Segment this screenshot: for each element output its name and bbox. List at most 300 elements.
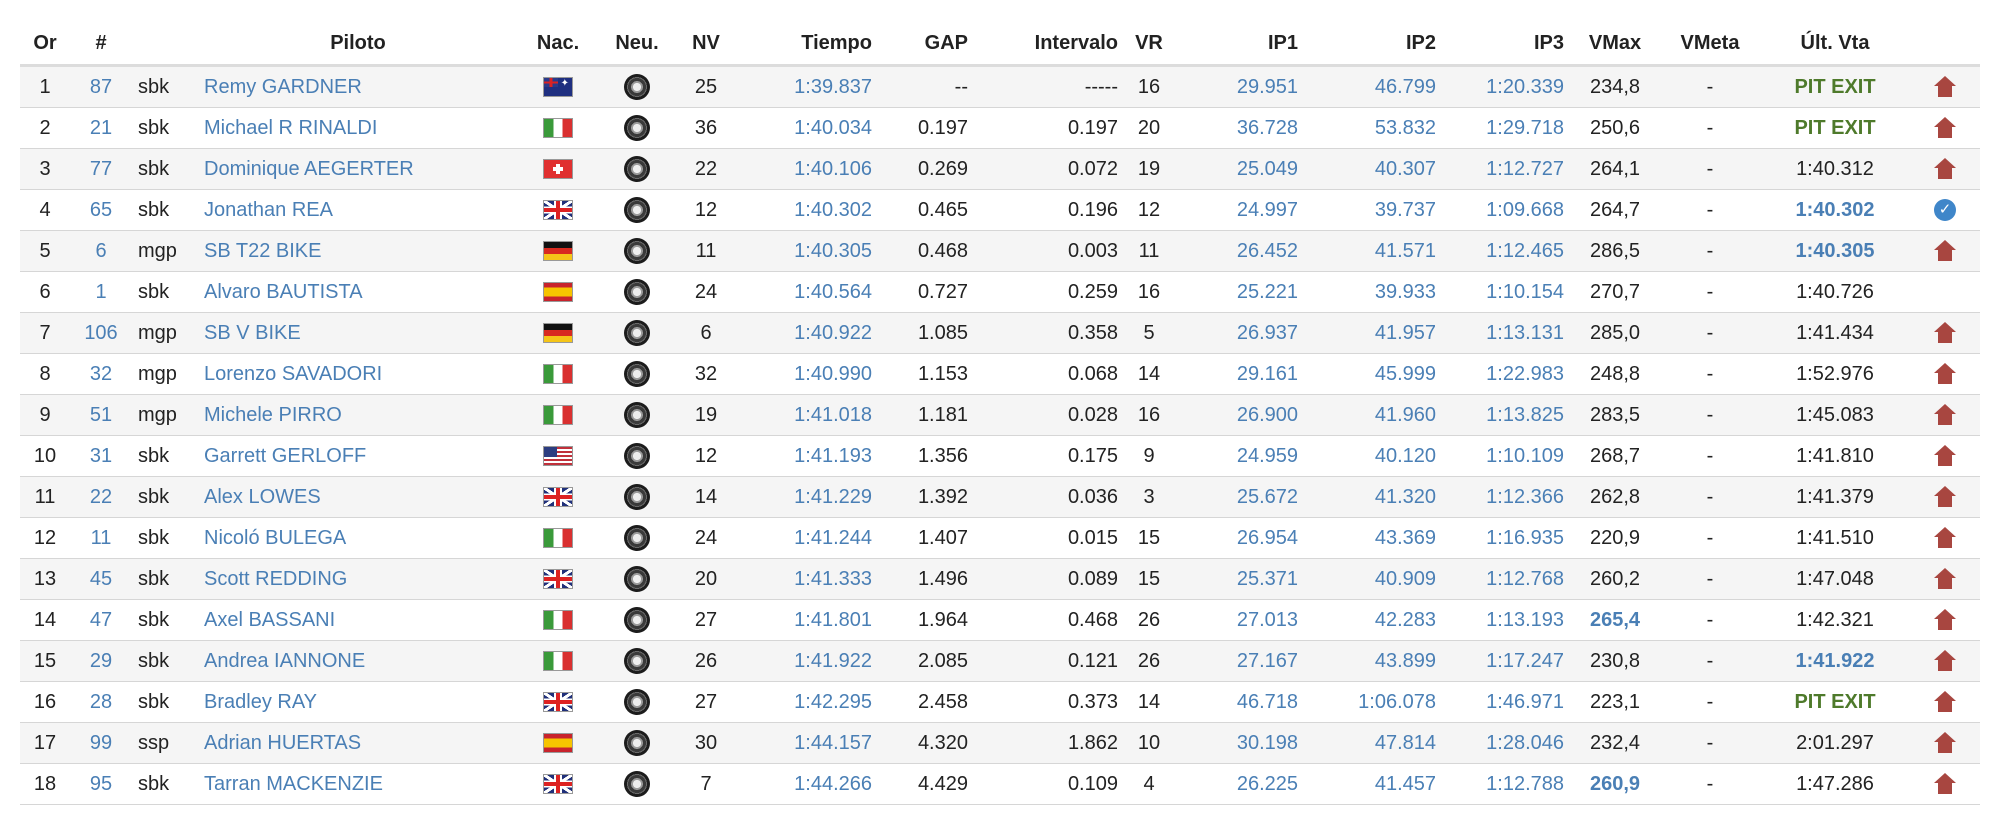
best-lap-number-cell: 26 <box>1124 641 1174 682</box>
rider-name-link[interactable]: Michael R RINALDI <box>198 108 518 149</box>
tyre-cell <box>598 66 676 108</box>
table-row[interactable] <box>20 723 1980 764</box>
split-ip1-link[interactable]: 25.371 <box>1174 559 1304 600</box>
tyre-icon <box>624 730 650 756</box>
rider-name-link[interactable]: Andrea IANNONE <box>198 641 518 682</box>
table-row[interactable] <box>20 66 1980 108</box>
header-ip1[interactable]: IP1 <box>1174 22 1304 66</box>
rider-number-link[interactable]: 51 <box>70 395 132 436</box>
best-lap-number-cell: 12 <box>1124 190 1174 231</box>
rider-number-link[interactable]: 6 <box>70 231 132 272</box>
split-ip3-link[interactable]: 1:20.339 <box>1442 66 1570 108</box>
position-cell: 1 <box>20 66 70 108</box>
header-ult-vta[interactable]: Últ. Vta <box>1760 22 1910 66</box>
vmeta-cell: - <box>1660 436 1760 477</box>
split-ip2-link[interactable]: 53.832 <box>1304 108 1442 149</box>
header-piloto[interactable]: Piloto <box>198 22 518 66</box>
header-number[interactable]: # <box>70 22 132 66</box>
table-row[interactable] <box>20 313 1980 354</box>
best-lap-number-cell: 5 <box>1124 313 1174 354</box>
class-cell: sbk <box>132 190 198 231</box>
rider-number-link[interactable]: 31 <box>70 436 132 477</box>
class-cell: mgp <box>132 354 198 395</box>
flag-it-icon <box>543 528 573 548</box>
gap-cell: 1.392 <box>878 477 974 518</box>
split-ip3-link[interactable]: 1:28.046 <box>1442 723 1570 764</box>
split-ip1-link[interactable]: 29.161 <box>1174 354 1304 395</box>
best-lap-number-cell: 16 <box>1124 272 1174 313</box>
laps-cell: 30 <box>676 723 736 764</box>
rider-number-link[interactable]: 1 <box>70 272 132 313</box>
vmax-cell: 285,0 <box>1570 313 1660 354</box>
split-ip2-link[interactable]: 41.320 <box>1304 477 1442 518</box>
tyre-icon <box>624 484 650 510</box>
tyre-cell <box>598 313 676 354</box>
tyre-icon <box>624 197 650 223</box>
split-ip3-link[interactable]: 1:09.668 <box>1442 190 1570 231</box>
best-time-link[interactable]: 1:41.244 <box>736 518 878 559</box>
tyre-icon <box>624 648 650 674</box>
table-row[interactable] <box>20 149 1980 190</box>
flag-it-icon <box>543 405 573 425</box>
interval-cell: 0.196 <box>974 190 1124 231</box>
rider-number-link[interactable]: 32 <box>70 354 132 395</box>
interval-cell: 1.862 <box>974 723 1124 764</box>
laps-cell: 12 <box>676 436 736 477</box>
nationality-cell <box>518 477 598 518</box>
class-cell: sbk <box>132 272 198 313</box>
tyre-cell <box>598 641 676 682</box>
class-cell: sbk <box>132 66 198 108</box>
split-ip2-link[interactable]: 41.960 <box>1304 395 1442 436</box>
vmeta-cell: - <box>1660 477 1760 518</box>
rider-number-link[interactable]: 99 <box>70 723 132 764</box>
split-ip1-link[interactable]: 36.728 <box>1174 108 1304 149</box>
split-ip2-link[interactable]: 40.307 <box>1304 149 1442 190</box>
class-cell: mgp <box>132 231 198 272</box>
rider-name-link[interactable]: Nicoló BULEGA <box>198 518 518 559</box>
gap-cell: 4.429 <box>878 764 974 805</box>
vmeta-cell: - <box>1660 272 1760 313</box>
split-ip2-link[interactable]: 1:06.078 <box>1304 682 1442 723</box>
interval-cell: 0.468 <box>974 600 1124 641</box>
rider-number-link[interactable]: 45 <box>70 559 132 600</box>
laps-cell: 25 <box>676 66 736 108</box>
gap-cell: 1.407 <box>878 518 974 559</box>
status-icon-cell <box>1910 723 1980 764</box>
nationality-cell <box>518 66 598 108</box>
best-time-link[interactable]: 1:40.564 <box>736 272 878 313</box>
status-icon-cell <box>1910 764 1980 805</box>
split-ip1-link[interactable]: 25.672 <box>1174 477 1304 518</box>
rider-number-link[interactable]: 87 <box>70 66 132 108</box>
split-ip3-link[interactable]: 1:10.154 <box>1442 272 1570 313</box>
house-icon[interactable] <box>1934 486 1956 508</box>
tyre-icon <box>624 566 650 592</box>
split-ip1-link[interactable]: 26.452 <box>1174 231 1304 272</box>
best-lap-number-cell: 3 <box>1124 477 1174 518</box>
split-ip1-link[interactable]: 26.225 <box>1174 764 1304 805</box>
tyre-cell <box>598 518 676 559</box>
position-cell: 17 <box>20 723 70 764</box>
status-icon-cell <box>1910 518 1980 559</box>
interval-cell: 0.028 <box>974 395 1124 436</box>
split-ip3-link[interactable]: 1:29.718 <box>1442 108 1570 149</box>
position-cell: 15 <box>20 641 70 682</box>
position-cell: 16 <box>20 682 70 723</box>
house-icon[interactable] <box>1934 76 1956 98</box>
gap-cell: 1.153 <box>878 354 974 395</box>
house-icon[interactable] <box>1934 445 1956 467</box>
position-cell: 8 <box>20 354 70 395</box>
class-cell: sbk <box>132 641 198 682</box>
rider-name-link[interactable]: Scott REDDING <box>198 559 518 600</box>
position-cell: 3 <box>20 149 70 190</box>
best-time-link[interactable]: 1:40.922 <box>736 313 878 354</box>
class-cell: sbk <box>132 518 198 559</box>
header-gap[interactable]: GAP <box>878 22 974 66</box>
rider-name-link[interactable]: Tarran MACKENZIE <box>198 764 518 805</box>
header-ip3[interactable]: IP3 <box>1442 22 1570 66</box>
tyre-cell <box>598 395 676 436</box>
table-row[interactable] <box>20 190 1980 231</box>
rider-number-link[interactable]: 28 <box>70 682 132 723</box>
table-row[interactable] <box>20 231 1980 272</box>
header-tiempo[interactable]: Tiempo <box>736 22 878 66</box>
laps-cell: 12 <box>676 190 736 231</box>
last-lap-cell: PIT EXIT <box>1760 108 1910 149</box>
rider-number-link[interactable]: 106 <box>70 313 132 354</box>
split-ip2-link[interactable]: 42.283 <box>1304 600 1442 641</box>
split-ip2-link[interactable]: 39.737 <box>1304 190 1442 231</box>
table-row[interactable] <box>20 395 1980 436</box>
split-ip1-link[interactable]: 26.954 <box>1174 518 1304 559</box>
class-cell: sbk <box>132 682 198 723</box>
tyre-cell <box>598 190 676 231</box>
rider-name-link[interactable]: Lorenzo SAVADORI <box>198 354 518 395</box>
best-lap-number-cell: 11 <box>1124 231 1174 272</box>
table-row[interactable] <box>20 436 1980 477</box>
table-row[interactable] <box>20 764 1980 805</box>
header-vmeta[interactable]: VMeta <box>1660 22 1760 66</box>
split-ip3-link[interactable]: 1:22.983 <box>1442 354 1570 395</box>
split-ip2-link[interactable]: 40.120 <box>1304 436 1442 477</box>
split-ip2-link[interactable]: 39.933 <box>1304 272 1442 313</box>
split-ip3-link[interactable]: 1:10.109 <box>1442 436 1570 477</box>
flag-es-icon <box>543 282 573 302</box>
flag-es-icon <box>543 733 573 753</box>
house-icon[interactable] <box>1934 568 1956 590</box>
tyre-icon <box>624 402 650 428</box>
vmeta-cell: - <box>1660 190 1760 231</box>
split-ip1-link[interactable]: 26.900 <box>1174 395 1304 436</box>
split-ip3-link[interactable]: 1:12.768 <box>1442 559 1570 600</box>
tyre-icon <box>624 320 650 346</box>
status-icon-cell <box>1910 559 1980 600</box>
position-cell: 9 <box>20 395 70 436</box>
flag-it-icon <box>543 651 573 671</box>
interval-cell: 0.068 <box>974 354 1124 395</box>
split-ip3-link[interactable]: 1:16.935 <box>1442 518 1570 559</box>
gap-cell: 2.085 <box>878 641 974 682</box>
vmeta-cell: - <box>1660 723 1760 764</box>
best-time-link[interactable]: 1:42.295 <box>736 682 878 723</box>
rider-number-link[interactable]: 11 <box>70 518 132 559</box>
status-icon-cell <box>1910 108 1980 149</box>
house-icon[interactable] <box>1934 773 1956 795</box>
interval-cell: ----- <box>974 66 1124 108</box>
vmeta-cell: - <box>1660 231 1760 272</box>
nationality-cell <box>518 723 598 764</box>
rider-name-link[interactable]: Bradley RAY <box>198 682 518 723</box>
split-ip2-link[interactable]: 40.909 <box>1304 559 1442 600</box>
house-icon[interactable] <box>1934 527 1956 549</box>
table-row[interactable] <box>20 559 1980 600</box>
rider-number-link[interactable]: 47 <box>70 600 132 641</box>
last-lap-cell: PIT EXIT <box>1760 66 1910 108</box>
position-cell: 10 <box>20 436 70 477</box>
split-ip3-link[interactable]: 1:13.131 <box>1442 313 1570 354</box>
gap-cell: 4.320 <box>878 723 974 764</box>
vmeta-cell: - <box>1660 559 1760 600</box>
rider-name-link[interactable]: SB T22 BIKE <box>198 231 518 272</box>
rider-name-link[interactable]: Dominique AEGERTER <box>198 149 518 190</box>
best-time-link[interactable]: 1:44.157 <box>736 723 878 764</box>
vmax-cell: 220,9 <box>1570 518 1660 559</box>
split-ip1-link[interactable]: 26.937 <box>1174 313 1304 354</box>
split-ip2-link[interactable]: 43.899 <box>1304 641 1442 682</box>
house-icon[interactable] <box>1934 691 1956 713</box>
laps-cell: 36 <box>676 108 736 149</box>
class-cell: mgp <box>132 313 198 354</box>
status-icon-cell <box>1910 641 1980 682</box>
position-cell: 2 <box>20 108 70 149</box>
vmax-cell: 250,6 <box>1570 108 1660 149</box>
rider-number-link[interactable]: 29 <box>70 641 132 682</box>
split-ip3-link[interactable]: 1:12.465 <box>1442 231 1570 272</box>
class-cell: ssp <box>132 723 198 764</box>
split-ip3-link[interactable]: 1:13.193 <box>1442 600 1570 641</box>
vmax-cell: 264,1 <box>1570 149 1660 190</box>
last-lap-cell: 1:40.312 <box>1760 149 1910 190</box>
split-ip1-link[interactable]: 27.167 <box>1174 641 1304 682</box>
rider-name-link[interactable]: Remy GARDNER <box>198 66 518 108</box>
split-ip2-link[interactable]: 43.369 <box>1304 518 1442 559</box>
header-vr[interactable]: VR <box>1124 22 1174 66</box>
last-lap-cell: 1:40.305 <box>1760 231 1910 272</box>
nationality-cell <box>518 395 598 436</box>
house-icon[interactable] <box>1934 240 1956 262</box>
split-ip2-link[interactable]: 47.814 <box>1304 723 1442 764</box>
rider-name-link[interactable]: Alex LOWES <box>198 477 518 518</box>
last-lap-cell: 2:01.297 <box>1760 723 1910 764</box>
split-ip2-link[interactable]: 41.457 <box>1304 764 1442 805</box>
tyre-cell <box>598 682 676 723</box>
gap-cell: 2.458 <box>878 682 974 723</box>
last-lap-cell: 1:41.922 <box>1760 641 1910 682</box>
best-time-link[interactable]: 1:44.266 <box>736 764 878 805</box>
table-row[interactable] <box>20 272 1980 313</box>
best-time-link[interactable]: 1:40.990 <box>736 354 878 395</box>
best-time-link[interactable]: 1:40.106 <box>736 149 878 190</box>
laps-cell: 24 <box>676 272 736 313</box>
header-ip2[interactable]: IP2 <box>1304 22 1442 66</box>
rider-name-link[interactable]: Jonathan REA <box>198 190 518 231</box>
interval-cell: 0.072 <box>974 149 1124 190</box>
best-time-link[interactable]: 1:41.801 <box>736 600 878 641</box>
house-icon[interactable] <box>1934 609 1956 631</box>
split-ip1-link[interactable]: 25.221 <box>1174 272 1304 313</box>
house-icon[interactable] <box>1934 158 1956 180</box>
gap-cell: 1.356 <box>878 436 974 477</box>
interval-cell: 0.259 <box>974 272 1124 313</box>
split-ip1-link[interactable]: 25.049 <box>1174 149 1304 190</box>
table-row[interactable] <box>20 641 1980 682</box>
split-ip3-link[interactable]: 1:13.825 <box>1442 395 1570 436</box>
gap-cell: 1.085 <box>878 313 974 354</box>
class-cell: sbk <box>132 477 198 518</box>
last-lap-cell: PIT EXIT <box>1760 682 1910 723</box>
gap-cell: 1.181 <box>878 395 974 436</box>
flag-de-icon <box>543 323 573 343</box>
split-ip3-link[interactable]: 1:46.971 <box>1442 682 1570 723</box>
table-row[interactable] <box>20 354 1980 395</box>
rider-name-link[interactable]: Michele PIRRO <box>198 395 518 436</box>
vmax-cell: 234,8 <box>1570 66 1660 108</box>
split-ip2-link[interactable]: 41.571 <box>1304 231 1442 272</box>
last-lap-cell: 1:47.286 <box>1760 764 1910 805</box>
best-time-link[interactable]: 1:39.837 <box>736 66 878 108</box>
flag-gb-icon <box>543 487 573 507</box>
header-intervalo[interactable]: Intervalo <box>974 22 1124 66</box>
house-icon[interactable] <box>1934 117 1956 139</box>
header-vmax[interactable]: VMax <box>1570 22 1660 66</box>
best-time-link[interactable]: 1:41.193 <box>736 436 878 477</box>
last-lap-cell: 1:41.810 <box>1760 436 1910 477</box>
vmeta-cell: - <box>1660 518 1760 559</box>
rider-name-link[interactable]: Garrett GERLOFF <box>198 436 518 477</box>
rider-name-link[interactable]: SB V BIKE <box>198 313 518 354</box>
header-nac[interactable]: Nac. <box>518 22 598 66</box>
vmeta-cell: - <box>1660 682 1760 723</box>
laps-cell: 24 <box>676 518 736 559</box>
best-time-link[interactable]: 1:40.302 <box>736 190 878 231</box>
flag-it-icon <box>543 610 573 630</box>
split-ip3-link[interactable]: 1:12.366 <box>1442 477 1570 518</box>
interval-cell: 0.109 <box>974 764 1124 805</box>
best-time-link[interactable]: 1:40.034 <box>736 108 878 149</box>
gap-cell: 0.468 <box>878 231 974 272</box>
rider-name-link[interactable]: Adrian HUERTAS <box>198 723 518 764</box>
header-neu[interactable]: Neu. <box>598 22 676 66</box>
flag-de-icon <box>543 241 573 261</box>
vmeta-cell: - <box>1660 764 1760 805</box>
rider-number-link[interactable]: 22 <box>70 477 132 518</box>
interval-cell: 0.036 <box>974 477 1124 518</box>
rider-name-link[interactable]: Alvaro BAUTISTA <box>198 272 518 313</box>
best-lap-number-cell: 4 <box>1124 764 1174 805</box>
interval-cell: 0.373 <box>974 682 1124 723</box>
status-icon-cell <box>1910 149 1980 190</box>
tyre-icon <box>624 74 650 100</box>
table-row[interactable] <box>20 682 1980 723</box>
check-icon[interactable]: ✓ <box>1934 199 1956 221</box>
gap-cell: 1.964 <box>878 600 974 641</box>
tyre-icon <box>624 771 650 797</box>
position-cell: 13 <box>20 559 70 600</box>
split-ip1-link[interactable]: 27.013 <box>1174 600 1304 641</box>
best-time-link[interactable]: 1:41.229 <box>736 477 878 518</box>
house-icon[interactable] <box>1934 404 1956 426</box>
split-ip3-link[interactable]: 1:17.247 <box>1442 641 1570 682</box>
split-ip3-link[interactable]: 1:12.788 <box>1442 764 1570 805</box>
rider-number-link[interactable]: 95 <box>70 764 132 805</box>
house-icon[interactable] <box>1934 650 1956 672</box>
split-ip2-link[interactable]: 45.999 <box>1304 354 1442 395</box>
table-row[interactable] <box>20 108 1980 149</box>
best-time-link[interactable]: 1:41.333 <box>736 559 878 600</box>
split-ip2-link[interactable]: 41.957 <box>1304 313 1442 354</box>
rider-number-link[interactable]: 21 <box>70 108 132 149</box>
vmax-cell: 260,2 <box>1570 559 1660 600</box>
tyre-cell <box>598 764 676 805</box>
best-time-link[interactable]: 1:40.305 <box>736 231 878 272</box>
status-icon-cell <box>1910 272 1980 313</box>
status-icon-cell <box>1910 354 1980 395</box>
tyre-cell <box>598 477 676 518</box>
rider-name-link[interactable]: Axel BASSANI <box>198 600 518 641</box>
rider-number-link[interactable]: 65 <box>70 190 132 231</box>
header-or[interactable]: Or <box>20 22 70 66</box>
tyre-cell <box>598 559 676 600</box>
position-cell: 5 <box>20 231 70 272</box>
best-lap-number-cell: 20 <box>1124 108 1174 149</box>
header-nv[interactable]: NV <box>676 22 736 66</box>
split-ip1-link[interactable]: 24.997 <box>1174 190 1304 231</box>
status-icon-cell <box>1910 231 1980 272</box>
best-lap-number-cell: 15 <box>1124 559 1174 600</box>
house-icon[interactable] <box>1934 363 1956 385</box>
split-ip1-link[interactable]: 29.951 <box>1174 66 1304 108</box>
table-row[interactable] <box>20 518 1980 559</box>
best-time-link[interactable]: 1:41.018 <box>736 395 878 436</box>
house-icon[interactable] <box>1934 322 1956 344</box>
split-ip1-link[interactable]: 46.718 <box>1174 682 1304 723</box>
table-row[interactable] <box>20 600 1980 641</box>
best-lap-number-cell: 14 <box>1124 682 1174 723</box>
best-lap-number-cell: 26 <box>1124 600 1174 641</box>
gap-cell: 0.197 <box>878 108 974 149</box>
nationality-cell <box>518 108 598 149</box>
header-status <box>1910 22 1980 66</box>
split-ip1-link[interactable]: 24.959 <box>1174 436 1304 477</box>
interval-cell: 0.015 <box>974 518 1124 559</box>
status-icon-cell <box>1910 477 1980 518</box>
flag-ch-icon <box>543 159 573 179</box>
best-time-link[interactable]: 1:41.922 <box>736 641 878 682</box>
tyre-icon <box>624 443 650 469</box>
laps-cell: 26 <box>676 641 736 682</box>
rider-number-link[interactable]: 77 <box>70 149 132 190</box>
best-lap-number-cell: 19 <box>1124 149 1174 190</box>
split-ip3-link[interactable]: 1:12.727 <box>1442 149 1570 190</box>
position-cell: 18 <box>20 764 70 805</box>
split-ip1-link[interactable]: 30.198 <box>1174 723 1304 764</box>
split-ip2-link[interactable]: 46.799 <box>1304 66 1442 108</box>
last-lap-cell: 1:52.976 <box>1760 354 1910 395</box>
table-row[interactable] <box>20 477 1980 518</box>
house-icon[interactable] <box>1934 732 1956 754</box>
